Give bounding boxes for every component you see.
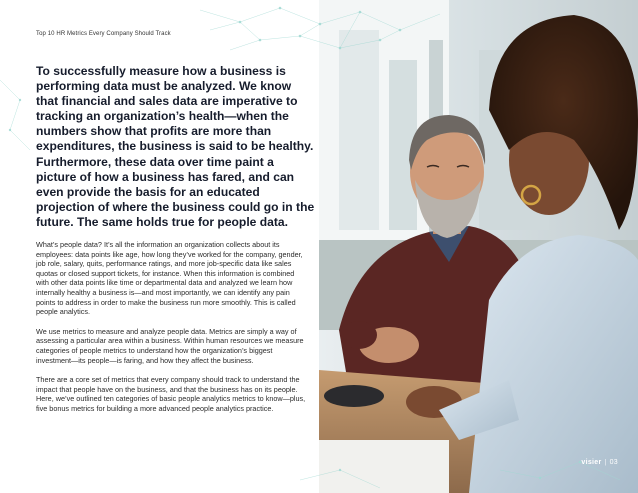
running-header: Top 10 HR Metrics Every Company Should Track (36, 31, 171, 37)
body-text (36, 240, 306, 424)
lead-paragraph: To successfully measure how a business is performing data must be analyzed. We know that financial and sales data are imperative to tracking an organization’s health—when the numbers show that profits are more than expenditures, the business is said to be healthy. Furthermore, these data over time paint a picture of how a business has fared, and can even provide the basis for an educated projection of where the business could go in the future. The same holds true for people data. (36, 64, 315, 229)
page-number: 03 (609, 459, 618, 466)
body-paragraph-1: What’s people data? It’s all the information an organization collects about its employees: data points like age, how long they’ve worked for the company, gender, job role, salary, quits, performance ratings, and more job-specific data like sales quotas or closed support tickets, for instance. When this information is combined with other data points like time or departmental data and analyzed we learn how internally healthy a business is—and most importantly, we can identify any pain points to address in order to make the business run more smoothly. This is called people analytics. (36, 240, 303, 317)
photo-illustration (319, 0, 638, 493)
office-meeting-photo (319, 0, 638, 493)
brand-logo-text: visier (581, 459, 602, 466)
footer-separator: | (604, 459, 607, 466)
body-paragraph-3: There are a core set of metrics that every company should track to understand the impact that people have on the business, and that the business has on its people. Here, we’ve outlined ten categories of basic people analytics metrics to know—plus, five bonus metrics for building a more advanced people analytics practice. (36, 375, 306, 413)
body-paragraph-2: We use metrics to measure and analyze people data. Metrics are simply a way of assessing a particular area within a business. Within human resources we measure categories of people metrics to understand how the organization’s biggest investment—its people—is faring, and how they affect the business. (36, 326, 304, 365)
footer-brand (581, 459, 618, 466)
